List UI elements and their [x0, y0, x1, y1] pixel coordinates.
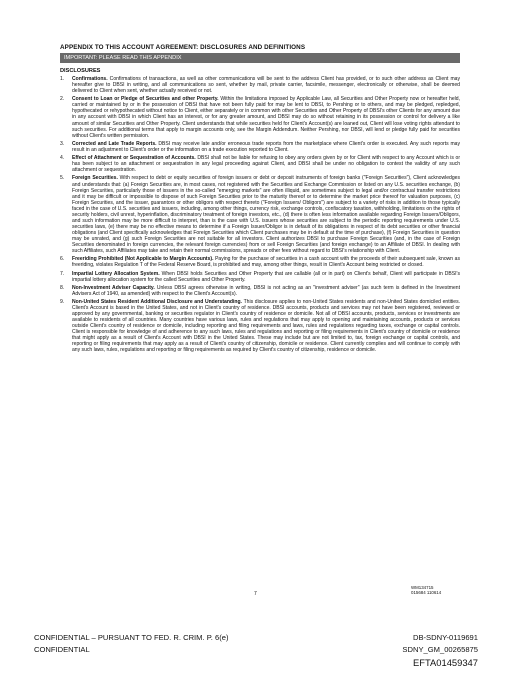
disclosure-item [60, 285, 460, 297]
item-text [72, 155, 460, 173]
item-number: 3. [60, 140, 65, 147]
important-banner: IMPORTANT: PLEASE READ THIS APPENDIX [60, 53, 460, 63]
form-code-2: 015684 110614 [411, 590, 442, 595]
item-text [72, 256, 460, 268]
item-body: Within the limitations imposed by Applicable Law, all Securities and Other Property now or hereafter held, carried or maintained by or in the possession of DBSI that have not been fully paid for may be lent to DBSI, to Pershing or to others, and may be pledged, repledged, hypothecated or rehypothecated without notice to Client, either separately or in common with other Securities and Other Property of DBSI's other Clients for any amount due in any account with DBSI in which Client has an interest, or for any greater amount, and DBSI may do so without retaining in its possession or control for delivery a like amount of similar Securities and Other Property. Client understands that while securities held for Client's Account(s) are loaned out, Client will lose voting rights attendant to such securities. For additional terms that apply to margin accounts only, see the Margin Addendum. Neither Pershing, nor DBSI, will lend or pledge fully paid for securities without Client's written permission. [72, 96, 460, 139]
item-heading: Freeriding Prohibited (Not Applicable to Margin Accounts). [72, 256, 214, 263]
document-title: APPENDIX TO THIS ACCOUNT AGREEMENT: DISCLOSURES AND DEFINITIONS [60, 44, 306, 51]
section-heading: DISCLOSURES [60, 68, 101, 74]
form-codes [411, 585, 441, 595]
disclosure-item [60, 299, 460, 353]
item-number: 2. [60, 96, 65, 103]
item-heading: Corrected and Late Trade Reports. [72, 140, 157, 147]
disclosure-item [60, 175, 460, 254]
item-text [72, 271, 460, 283]
form-code-1: WM134715 [411, 585, 434, 590]
disclosure-item [60, 76, 460, 94]
item-text [72, 299, 460, 353]
item-text [72, 285, 460, 297]
item-text [72, 76, 460, 94]
disclosure-list [60, 76, 460, 354]
item-heading: Non-Investment Adviser Capacity. [72, 284, 155, 291]
bates-number-2: SDNY_GM_00265875 [402, 645, 478, 654]
item-heading: Non-United States Resident Additional Disclosure and Understanding. [72, 299, 242, 306]
item-number: 6. [60, 256, 65, 263]
item-number: 8. [60, 284, 65, 291]
disclosure-item [60, 141, 460, 153]
item-number: 1. [60, 76, 65, 82]
item-text [72, 96, 460, 138]
item-number: 7. [60, 270, 65, 277]
item-body: Confirmations of transactions, as well as other communications will be sent to the address Client has provided, or to such other address as Client may hereafter give to DBSI in writing, and all communications so sent, whether by mail, private carrier, facsimile, messenger, electronically or otherwise, shall be deemed delivered to Client when sent, whether actually received or not. [72, 76, 460, 95]
confidential-notice: CONFIDENTIAL – PURSUANT TO FED. R. CRIM. P. 6(e) [34, 633, 229, 642]
disclosure-item [60, 256, 460, 268]
disclosure-item [60, 271, 460, 283]
document-page [60, 44, 460, 356]
bates-number-1: DB-SDNY-0119691 [412, 633, 478, 642]
item-heading: Effect of Attachment or Sequestration of Accounts. [72, 155, 196, 162]
item-body: Unless DBSI agrees otherwise in writing, DBSI is not acting as an "investment adviser" (as such term is defined in the Investment Advisers Act of 1940, as amended) with respect to the Client's Account(s). [72, 284, 460, 297]
bates-number-3: EFTA01459347 [413, 657, 478, 668]
item-text [72, 141, 460, 153]
item-body: This disclosure applies to non-United States residents and non-United States domiciled entities. Client's Account is based in the United States, and not in Client's country of residence. DBSI accounts, products and services may not have been registered, reviewed or approved by any governmental, banking or securities regulator in Client's country of residence or domicile. Not all of DBSI accounts, products, services or investments are available to residents of all countries. Many countries have various laws, rules and regulations that may apply to opening and maintaining accounts, products or services outside Client's country of residence or domicile, including reporting and filing requirements and laws, rules and regulations regarding taxes, exchange or capital controls. Client is responsible for knowledge of and adherence to any such laws, rules and regulations and reporting or filing requirements in Client's country of domicile or residence that might apply as a result of Client's Account with DBSI in the United States. These may include but are not limited to, tax, foreign exchange or capital controls, and reporting or filing requirements that may apply as a result of Client's country of citizenship, domicile or residence. Client currently complies and will continue to comply with any such laws, rules, regulations and reporting or filing requirements as required by Client's country of citizenship, residence or domicile. [72, 299, 461, 354]
item-body: DBSI shall not be liable for refusing to obey any orders given by or for Client with respect to any Account which is or has been subject to an attachment or sequestration in any legal proceeding against Client, and DBSI shall be under no obligation to contest the validity of any such attachment or sequestration. [72, 155, 460, 174]
item-body: Paying for the purchase of securities in a cash account with the proceeds of their subsequent sale, known as freeriding, violates Regulation T of the Federal Reserve Board, is prohibited and may, among other things, result in Client's Account being restricted or closed. [72, 256, 460, 269]
item-body: With respect to debt or equity securities of foreign issuers or debt or deposit instruments of foreign banks ("Foreign Securities"), Client acknowledges and understands that: (a) Foreign Securities are, in most cases, not registered with the Securities and Exchange Commission or listed on any U.S. securities exchange, (b) Foreign Securities, particularly those of issuers in the so-called "emerging markets" are often illiquid, are sometimes subject to legal and/or contractual transfer restrictions and it may be difficult or impossible to dispose of such Foreign Securities prior to the maturity thereof or to determine the market price thereof for valuation purposes, (c) Foreign Securities, and the issuer, guarantors or other obligors with respect thereto ("Foreign Issuers/ Obligors") are subject to a variety of risks in addition to those typically faced in the case of U.S. securities and issuers, including, among other things, currency risk, exchange controls, confiscatory taxation, withholding, limitations on the rights of security holders, civil unrest, hyperinflation, discriminatory treatment of foreign investors, etc., (d) there is often less information available regarding Foreign Issuers/Obligors, and such information may be more difficult to interpret, than is the case with U.S. issuers whose securities are subject to the periodic reporting requirements under U.S. securities laws, (e) there may be no effective means to determine if a Foreign Issuer/Obligor is in default of its obligations in respect of its debt securities or other financial obligations (and Client specifically acknowledges that Foreign Securities which Client purchases may be in default at the time of purchase), (f) Foreign Securities in question may be unrated, and (g) such Foreign Securities are not suitable for all investors. Client authorizes DBSI to purchase Foreign Securities (and, in the case of Foreign Securities denominated in foreign currencies, the relevant foreign currencies) from or sell Foreign Securities (and foreign exchange) to an Affiliate of DBSI. In dealing with such Affiliates, such Affiliates may take and retain their normal commissions, spreads or other fees without regard to DBSI's relationship with Client. [72, 175, 460, 255]
confidential-label: CONFIDENTIAL [34, 645, 90, 654]
item-heading: Confirmations. [72, 76, 108, 82]
item-text [72, 175, 460, 254]
item-number: 4. [60, 155, 65, 162]
page-number: 7 [254, 591, 257, 597]
item-heading: Impartial Lottery Allocation System. [72, 270, 160, 277]
item-body: When DBSI holds Securities and Other Property that are callable (all or in part) on Client's behalf, Client will participate in DBSI's impartial lottery allocation system for the called Securities and Other Property. [72, 270, 460, 283]
item-number: 5. [60, 175, 65, 182]
item-heading: Foreign Securities. [72, 175, 118, 182]
disclosure-item [60, 96, 460, 138]
disclosure-item [60, 155, 460, 173]
item-heading: Consent to Loan or Pledge of Securities and other Property. [72, 96, 219, 103]
item-number: 9. [60, 299, 65, 306]
item-body: DBSI may receive late and/or erroneous trade reports from the marketplace where Client's order is executed. Any such reports may result in an adjustment to Client's order or the information on a trade execution reported to Client. [72, 140, 460, 153]
